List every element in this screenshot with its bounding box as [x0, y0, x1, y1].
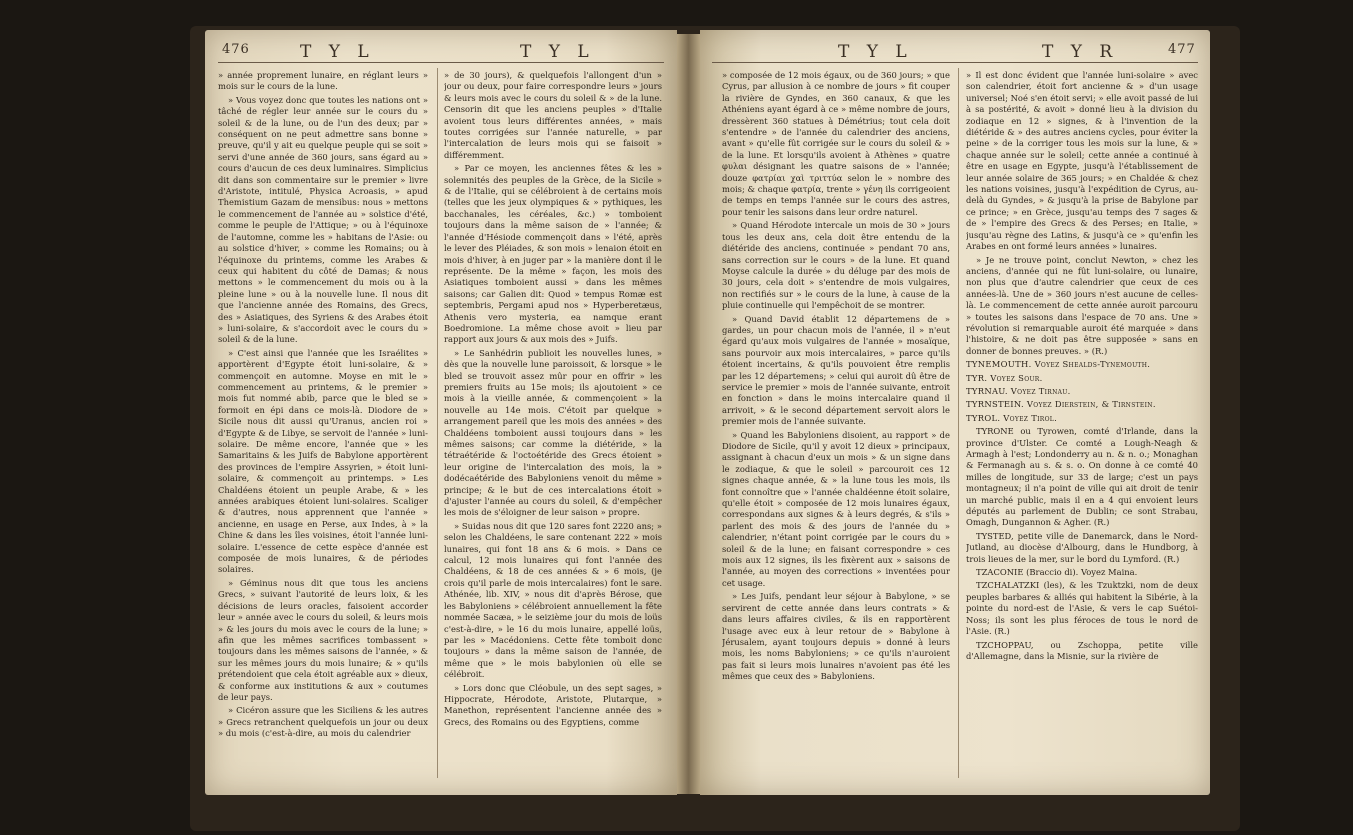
dictionary-entry: TYRNSTEIN. Voyez Dierstein, & Tirnstein.: [966, 399, 1156, 410]
paragraph: » de 30 jours), & quelquefois l'allongent d'un » jour ou deux, pour faire correspondre leurs » jours & leurs mois avec le cours du soleil & » de la lune. Censorin dit que les anciens peuples » d'Italie avoient tous leurs différentes années, » mais toutes corrigées sur l'année naturelle, » par l'intercalation de leurs mois qui se faisoit » différemment.: [444, 70, 662, 160]
dictionary-entry: TZCHALATZKI (les), & les Tzuktzki, nom de deux peuples barbares & alliés qui habitent la Sibérie, à la pointe du nord-est de l'Asie, & vers le cap Suétoi-Noss; ils sont les plus féroces de tous le nord de l'Asie. (R.): [966, 580, 1198, 637]
paragraph: » Quand Hérodote intercale un mois de 30 » jours tous les deux ans, cela doit être entendu de la diétéride des anciens, continuée » pendant 70 ans, sans correction sur le cours » de la lune. Et quand Moyse calcule la durée » du déluge par des mois de 30 jours, cela doit » s'entendre de mois vulgaires, non rectifiés sur » le cours de la lune, à cause de la pluie continuelle qui l'empêchoit de se montrer.: [722, 220, 950, 311]
paragraph: » Cicéron assure que les Siciliens & les autres » Grecs retranchent quelquefois un jour ou deux » du mois (c'est-à-dire, au mois du calendrier: [218, 705, 428, 739]
dictionary-entry: TYR. Voyez Sour.: [966, 372, 1043, 383]
left-column-rule: [437, 68, 438, 778]
paragraph: » Quand les Babyloniens disoient, au rapport » de Diodore de Sicile, qu'il y avoit 12 dieux » principaux, assignant à chacun d'eux un mois » & un signe dans le zodiaque, & que le soleil » parcouroit ces 12 signes chaque année, & » la lune tous les mois, ils font connoître que » l'année chaldéenne étoit solaire, qu'elle étoit » composée de 12 mois lunaires égaux, correspondans aux signes & à leurs degrés, & s'ils » parlent des mois & des jours de l'année du » calendrier, n'étant point corrigée par le cours du » soleil & de la lune; en faisant correspondre » ces mois aux 12 signes, ils les fixèrent aux » saisons de l'année, au moyen des corrections » inventées pour cet usage.: [722, 429, 950, 588]
paragraph: » Géminus nous dit que tous les anciens Grecs, » suivant l'autorité de leurs loix, & les décisions de leurs oracles, faisoient accorder leur » année avec le cours du soleil, & leurs mois » & les jours du mois avec le cours de la lune; » afin que les mêmes sacrifices tombassent » toujours dans les mêmes saisons de l'année, » & sur les mêmes jours du mois lunaire; & » qu'ils prétendoient que cela étoit agréable aux » dieux, & conforme aux institutions & aux » coutumes de leur pays.: [218, 577, 428, 702]
right-column-rule: [958, 68, 959, 778]
paragraph: » Suidas nous dit que 120 sares font 2220 ans; » selon les Chaldéens, le sare contenant 222 » mois lunaires, qui font 18 ans & 6 mois. » Dans ce calcul, 12 mois lunaires qui font l'année des Chaldéens, & 18 de ces années & » 6 mois, (je crois qu'il parle de mois intercalaires) font le sare. Athénée, lib. XIV, » nous dit d'après Bérose, que les Babyloniens » célébroient annuellement la fête nommée Sacæa, » le seizième jour du mois de loüs c'est-à-dire, » le 16 du mois lunaire, appellé loüs, par les » Macédoniens. Cette fête tomboit donc toujours » dans la même saison de l'année, de même que » le mois babylonien où elle se célébroit.: [444, 520, 662, 680]
paragraph: » Je ne trouve point, conclut Newton, » chez les anciens, d'année qui ne fût luni-solaire, ou lunaire, non plus que d'autre calendrier que ceux de ces années-là. Une de » 360 jours n'est aucune de celles-là. Le commencement de cette année auroit parcouru » toutes les saisons dans l'espace de 70 ans. Une » révolution si remarquable auroit été marquée » dans l'histoire, & ne doit pas être supposée » sans en donner de bonnes preuves. » (R.): [966, 254, 1198, 356]
right-column-2: [966, 70, 1198, 782]
dictionary-entry: TYSTED, petite ville de Danemarck, dans le Nord-Jutland, au diocèse d'Albourg, dans le Hundborg, à trois lieues de la mer, sur le bord du Lymford. (R.): [966, 530, 1198, 564]
left-page-number: 476: [222, 42, 250, 57]
paragraph: » Le Sanhédrin publioit les nouvelles lunes, » dès que la nouvelle lune paroissoit, & lorsque » le bled se trouvoit assez mûr pour en offrir » les premiers fruits au 15e mois; ils ajoutoient » ce mois à la vieille année, & commençoient » la nouvelle au 14e mois. C'étoit par quelque » arrangement pareil que les mois des années » des Chaldéens tomboient aussi toujours dans » les mêmes saisons; car comme la diétéride, » la tétraétéride & l'octoétéride des Grecs étoient » leur origine de l'intercalation des mois, la » dodécaétéride des Babyloniens venoit du même » principe; & le but de ces intercalations étoit » d'ajuster l'année au cours du soleil, & d'empêcher les mois de s'éloigner de leur saison » propre.: [444, 347, 662, 518]
paragraph: » Vous voyez donc que toutes les nations ont » tâché de régler leur année sur le cours du » soleil & de la lune, ou de l'un des deux; par » conséquent on ne peut admettre sans bonne » preuve, qu'il y ait eu quelque peuple qui se soit » servi d'une année de 360 jours, sans égard au » cours d'aucun de ces deux luminaires. Simplicius dit dans son commentaire sur le premier » livre d'Aristote, intitulé, Physica Acroasis, » apud Themistium Gazam de mensibus: nous » mettons le commencement de l'année au » solstice d'été, comme le peuple de l'Attique; » ou à l'équinoxe de l'automne, comme les » habitans de l'Asie: ou au solstice d'hiver, » comme les Romains; ou à l'équinoxe du printems, comme les Arabes & ceux qui habitent du côté de Damas; & nous mettons » le commencement du mois ou à la pleine lune » ou à la nouvelle lune. Il nous dit que l'ancienne année des Romains, des Grecs, des » Asiatiques, des Syriens & des Arabes étoit » luni-solaire, & s'accordoit avec le cours du » soleil & de la lune.: [218, 94, 428, 345]
dictionary-entry: TYRONE ou Tyrowen, comté d'Irlande, dans la province d'Ulster. Ce comté a Lough-Neagh & Armagh à l'est; Londonderry au n. & n. o.; Monaghan & Fermanagh au s. & s. o. On donne à ce comté 40 milles de longitude, sur 33 de large; c'est un pays montagneux; il n'a point de ville qui ait droit de tenir un marché public, mais il en a 4 qui envoient leurs députés au parlement de Dublin; ce sont Strabau, Omagh, Dungannon & Agher. (R.): [966, 426, 1198, 528]
paragraph: » C'est ainsi que l'année que les Israélites » apportèrent d'Egypte étoit luni-solaire, & » commençoit en automne. Moyse en mit le » commencement au printems, & le premier » mois fut nommé abib, parce que le bled se » formoit en épi dans ce mois-là. Diodore de » Sicile nous dit aussi qu'Uranus, ancien roi » d'Egypte & de Libye, se servoit de l'année » luni-solaire. De même encore, l'année que » les Samaritains & les Juifs de Babylone apportèrent des provinces de l'empire Assyrien, » étoit luni-solaire, & commençoit au printemps. » Les Chaldéens étoient un peuple Arabe, & » les années arabiques étoient luni-solaires. Scaliger & d'autres, nous apprennent que l'année » ancienne, en usage en Perse, aux Indes, à » la Chine & dans les îles voisines, étoit l'année luni-solaire. L'essence de cette espèce d'année est composée de mois lunaires, & de périodes solaires.: [218, 347, 428, 575]
left-running-head-1: T Y L: [300, 42, 375, 62]
right-running-head-right: T Y R: [1042, 42, 1119, 62]
dictionary-entry: TYNEMOUTH. Voyez Shealds-Tynemouth.: [966, 359, 1151, 370]
paragraph: » Les Juifs, pendant leur séjour à Babylone, » se servirent de cette année dans leurs contrats » & dans leurs affaires civiles, & ils en rapportèrent l'usage avec eux à leur retour de » Babylone à Jérusalem, ayant toujours depuis » donné à leurs mois, les noms Babyloniens; » ce qu'ils n'auroient pas fait si leurs mois lunaires n'avoient pas été les mêmes que ceux des » Babyloniens.: [722, 591, 950, 682]
paragraph: » Il est donc évident que l'année luni-solaire » avec son calendrier, étoit fort ancienne & » d'un usage universel; Noé s'en étoit servi; » elle avoit passé de lui à sa postérité, & avoit » donné lieu à la division du zodiaque en 12 » signes, & à l'invention de la diétéride & » des autres anciens cycles, pour éviter la peine » de la corriger tous les mois sur la lune, & » chaque année sur le soleil; cette année a continué à être en usage en Egypte, jusqu'à l'établissement de leur année solaire de 365 jours; » en Chaldée & chez les nations voisines, jusqu'à l'expédition de Cyrus, au-delà du Gyndes, » & jusqu'à la prise de Babylone par ce prince; » en Grèce, jusqu'au temps des 7 sages & de » l'empire des Grecs & des Perses; en Italie, » jusqu'au règne des Latins, & jusqu'à ce » qu'enfin les Arabes en ont formé leurs années » lunaires.: [966, 70, 1198, 252]
left-column-1: [218, 70, 428, 782]
paragraph: » année proprement lunaire, en réglant leurs » mois sur le cours de la lune.: [218, 70, 428, 92]
left-column-2: [444, 70, 662, 782]
paragraph: » Par ce moyen, les anciennes fêtes & les » solemnités des peuples de la Grèce, de la Sicile » & de l'Italie, qui se célébroient à de certains mois (telles que les jeux olympiques & » pythiques, les bacchanales, les céréales, &c.) » tomboient toujours dans la même saison de » l'année; & l'année d'Hésiode commençoit dans » l'été, après le lever des Pléiades, & son mois » lenaion étoit en mois d'hiver, à en juger par » la manière dont il le représente. De la même » façon, les mois des Asiatiques tomboient aussi » dans les mêmes saisons; car Galien dit: Quod » tempus Romæ est septembris, Pergami apud nos » Hyperberetæus, Athenis vero mysteria, ea namque erant Boedromione. La même chose avoit » lieu par rapport aux jours & aux mois des » Juifs.: [444, 163, 662, 345]
right-running-head-left: T Y L: [838, 42, 913, 62]
gutter: [677, 34, 700, 794]
right-column-1: [722, 70, 950, 782]
dictionary-entry: TYRNAU. Voyez Tirnau.: [966, 385, 1071, 396]
paragraph: » Lors donc que Cléobule, un des sept sages, » Hippocrate, Hérodote, Aristote, Plutarque, » Manethon, représentent l'ancienne année des » Grecs, des Romains ou des Egyptiens, comme: [444, 682, 662, 727]
dictionary-entry: TZACONIE (Braccio di). Voyez Maina.: [976, 567, 1138, 578]
left-header-rule: [218, 62, 664, 63]
paragraph: » Quand David établit 12 départemens de » gardes, un pour chacun mois de l'année, il » n'eut égard qu'aux mois vulgaires de l'année » mosaïque, sans pourvoir aux mois intercalaires, » parce qu'ils étoient incertains, & qu'ils pouvoient être remplis par les 12 départemens; » celui qui auroit dû être de service le premier » mois de l'année suivante, entroit en fonction » dans le moins intercalaire quand il arrivoit, » & le second département servoit alors le premier mois de l'année suivante.: [722, 313, 950, 427]
right-page-number: 477: [1168, 42, 1196, 57]
left-running-head-2: T Y L: [520, 42, 595, 62]
dictionary-entry: TYROL. Voyez Tirol.: [966, 412, 1058, 423]
right-header-rule: [712, 62, 1198, 63]
dictionary-entry: TZCHOPPAU, ou Zschoppa, petite ville d'Allemagne, dans la Misnie, sur la rivière de: [966, 639, 1198, 661]
paragraph: » composée de 12 mois égaux, ou de 360 jours; » que Cyrus, par allusion à ce nombre de jours » fit couper la rivière de Gyndes, en 360 canaux, & que les Athéniens ayant égard à ce » même nombre de jours, dressèrent 360 statues à Démétrius; tout cela doit s'entendre » de l'année du calendrier des anciens, avant » qu'elle fût corrigée sur le cours du soleil & » de la lune. Et lorsqu'ils avoient à Athènes » quatre φυλαι désignant les quatre saisons de » l'année; douze φατρίαι χαὶ τριττύα selon le » nombre des mois; & chaque φατρία, trente » γένη ils corrigeoient de temps en temps l'année sur le cours des astres, pour tenir les saisons dans leur ordre naturel.: [722, 70, 950, 217]
